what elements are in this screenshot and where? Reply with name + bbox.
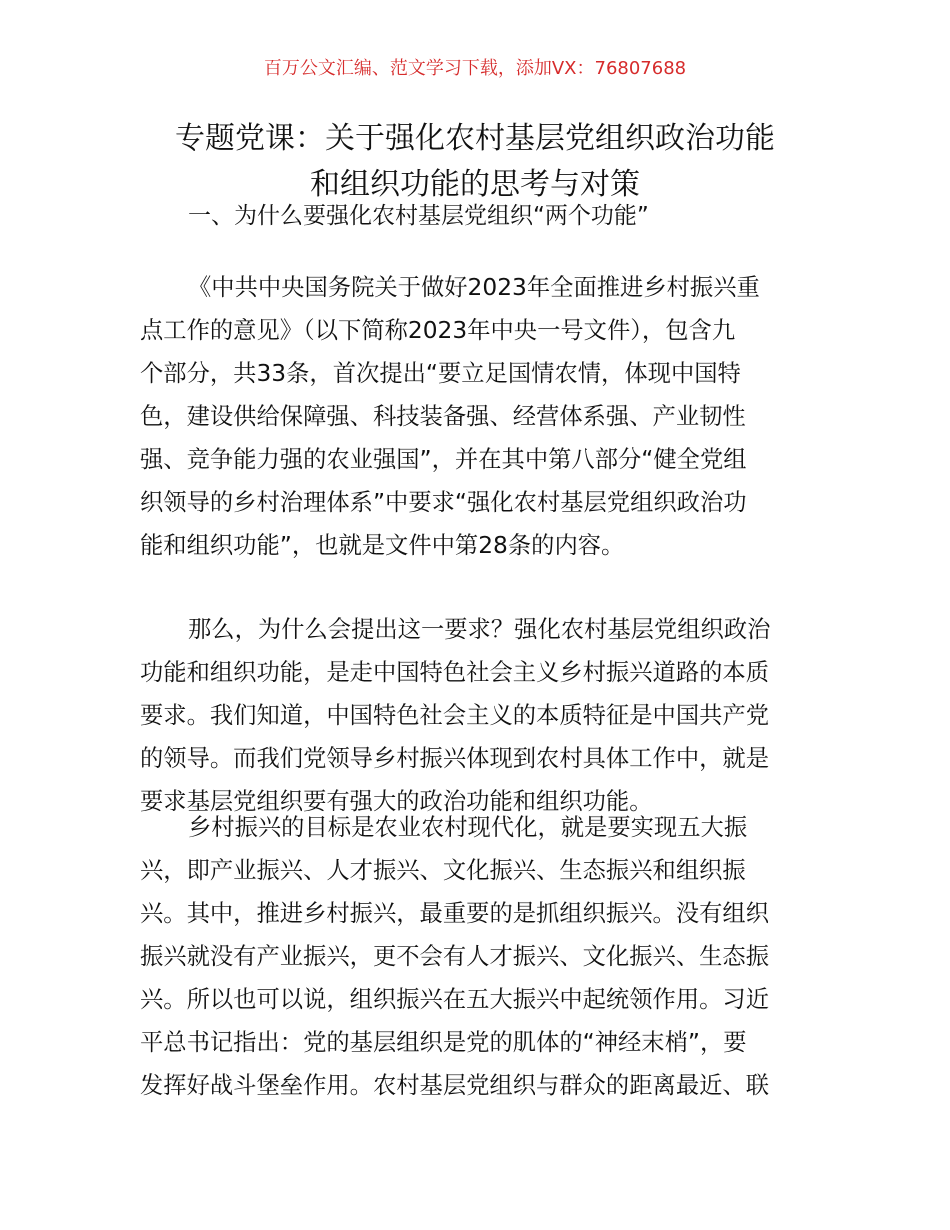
paragraph-line: 色，建设供给保障强、科技装备强、经营体系强、产业韧性 [140,403,746,430]
page-title [140,116,810,208]
title-line: 专题党课：关于强化农村基层党组织政治功能 [175,121,775,156]
paragraph-line: 兴，即产业振兴、人才振兴、文化振兴、生态振兴和组织振 [140,857,746,884]
title-line: 和组织功能的思考与对策 [310,167,640,202]
paragraph-line: 要求基层党组织要有强大的政治功能和组织功能。 [140,788,653,815]
paragraph-line: 织领导的乡村治理体系”中要求“强化农村基层党组织政治功 [140,489,747,516]
section-heading: 一、为什么要强化农村基层党组织“两个功能” [188,203,649,229]
paragraph-line: 乡村振兴的目标是农业农村现代化，就是要实现五大振 [188,814,748,841]
paragraph-line: 兴。所以也可以说，组织振兴在五大振兴中起统领作用。习近 [140,986,770,1013]
paragraph-line: 点工作的意见》（以下简称2023年中央一号文件），包含九 [140,317,736,344]
paragraph-line: 《中共中央国务院关于做好2023年全面推进乡村振兴重 [188,274,760,301]
paragraph-line: 要求。我们知道，中国特色社会主义的本质特征是中国共产党 [140,702,770,729]
paragraph-line: 兴。其中，推进乡村振兴，最重要的是抓组织振兴。没有组织 [140,900,770,927]
paragraph [140,806,812,1107]
paragraph-line: 的领导。而我们党领导乡村振兴体现到农村具体工作中，就是 [140,745,770,772]
paragraph-line: 强、竞争能力强的农业强国”，并在其中第八部分“健全党组 [140,446,747,473]
paragraph [140,266,812,567]
paragraph-line: 发挥好战斗堡垒作用。农村基层党组织与群众的距离最近、联 [140,1072,770,1099]
paragraph-line: 平总书记指出：党的基层组织是党的肌体的“神经末梢”，要 [140,1029,747,1056]
paragraph-line: 振兴就没有产业振兴，更不会有人才振兴、文化振兴、生态振 [140,943,770,970]
watermark-header: 百万公文汇编、范文学习下载，添加VX：76807688 [263,58,687,79]
paragraph-line: 那么，为什么会提出这一要求？强化农村基层党组织政治 [188,616,771,643]
paragraph [140,608,812,823]
paragraph-line: 个部分，共33条，首次提出“要立足国情农情，体现中国特 [140,360,741,387]
paragraph-line: 能和组织功能”，也就是文件中第28条的内容。 [140,532,625,559]
paragraph-line: 功能和组织功能，是走中国特色社会主义乡村振兴道路的本质 [140,659,770,686]
